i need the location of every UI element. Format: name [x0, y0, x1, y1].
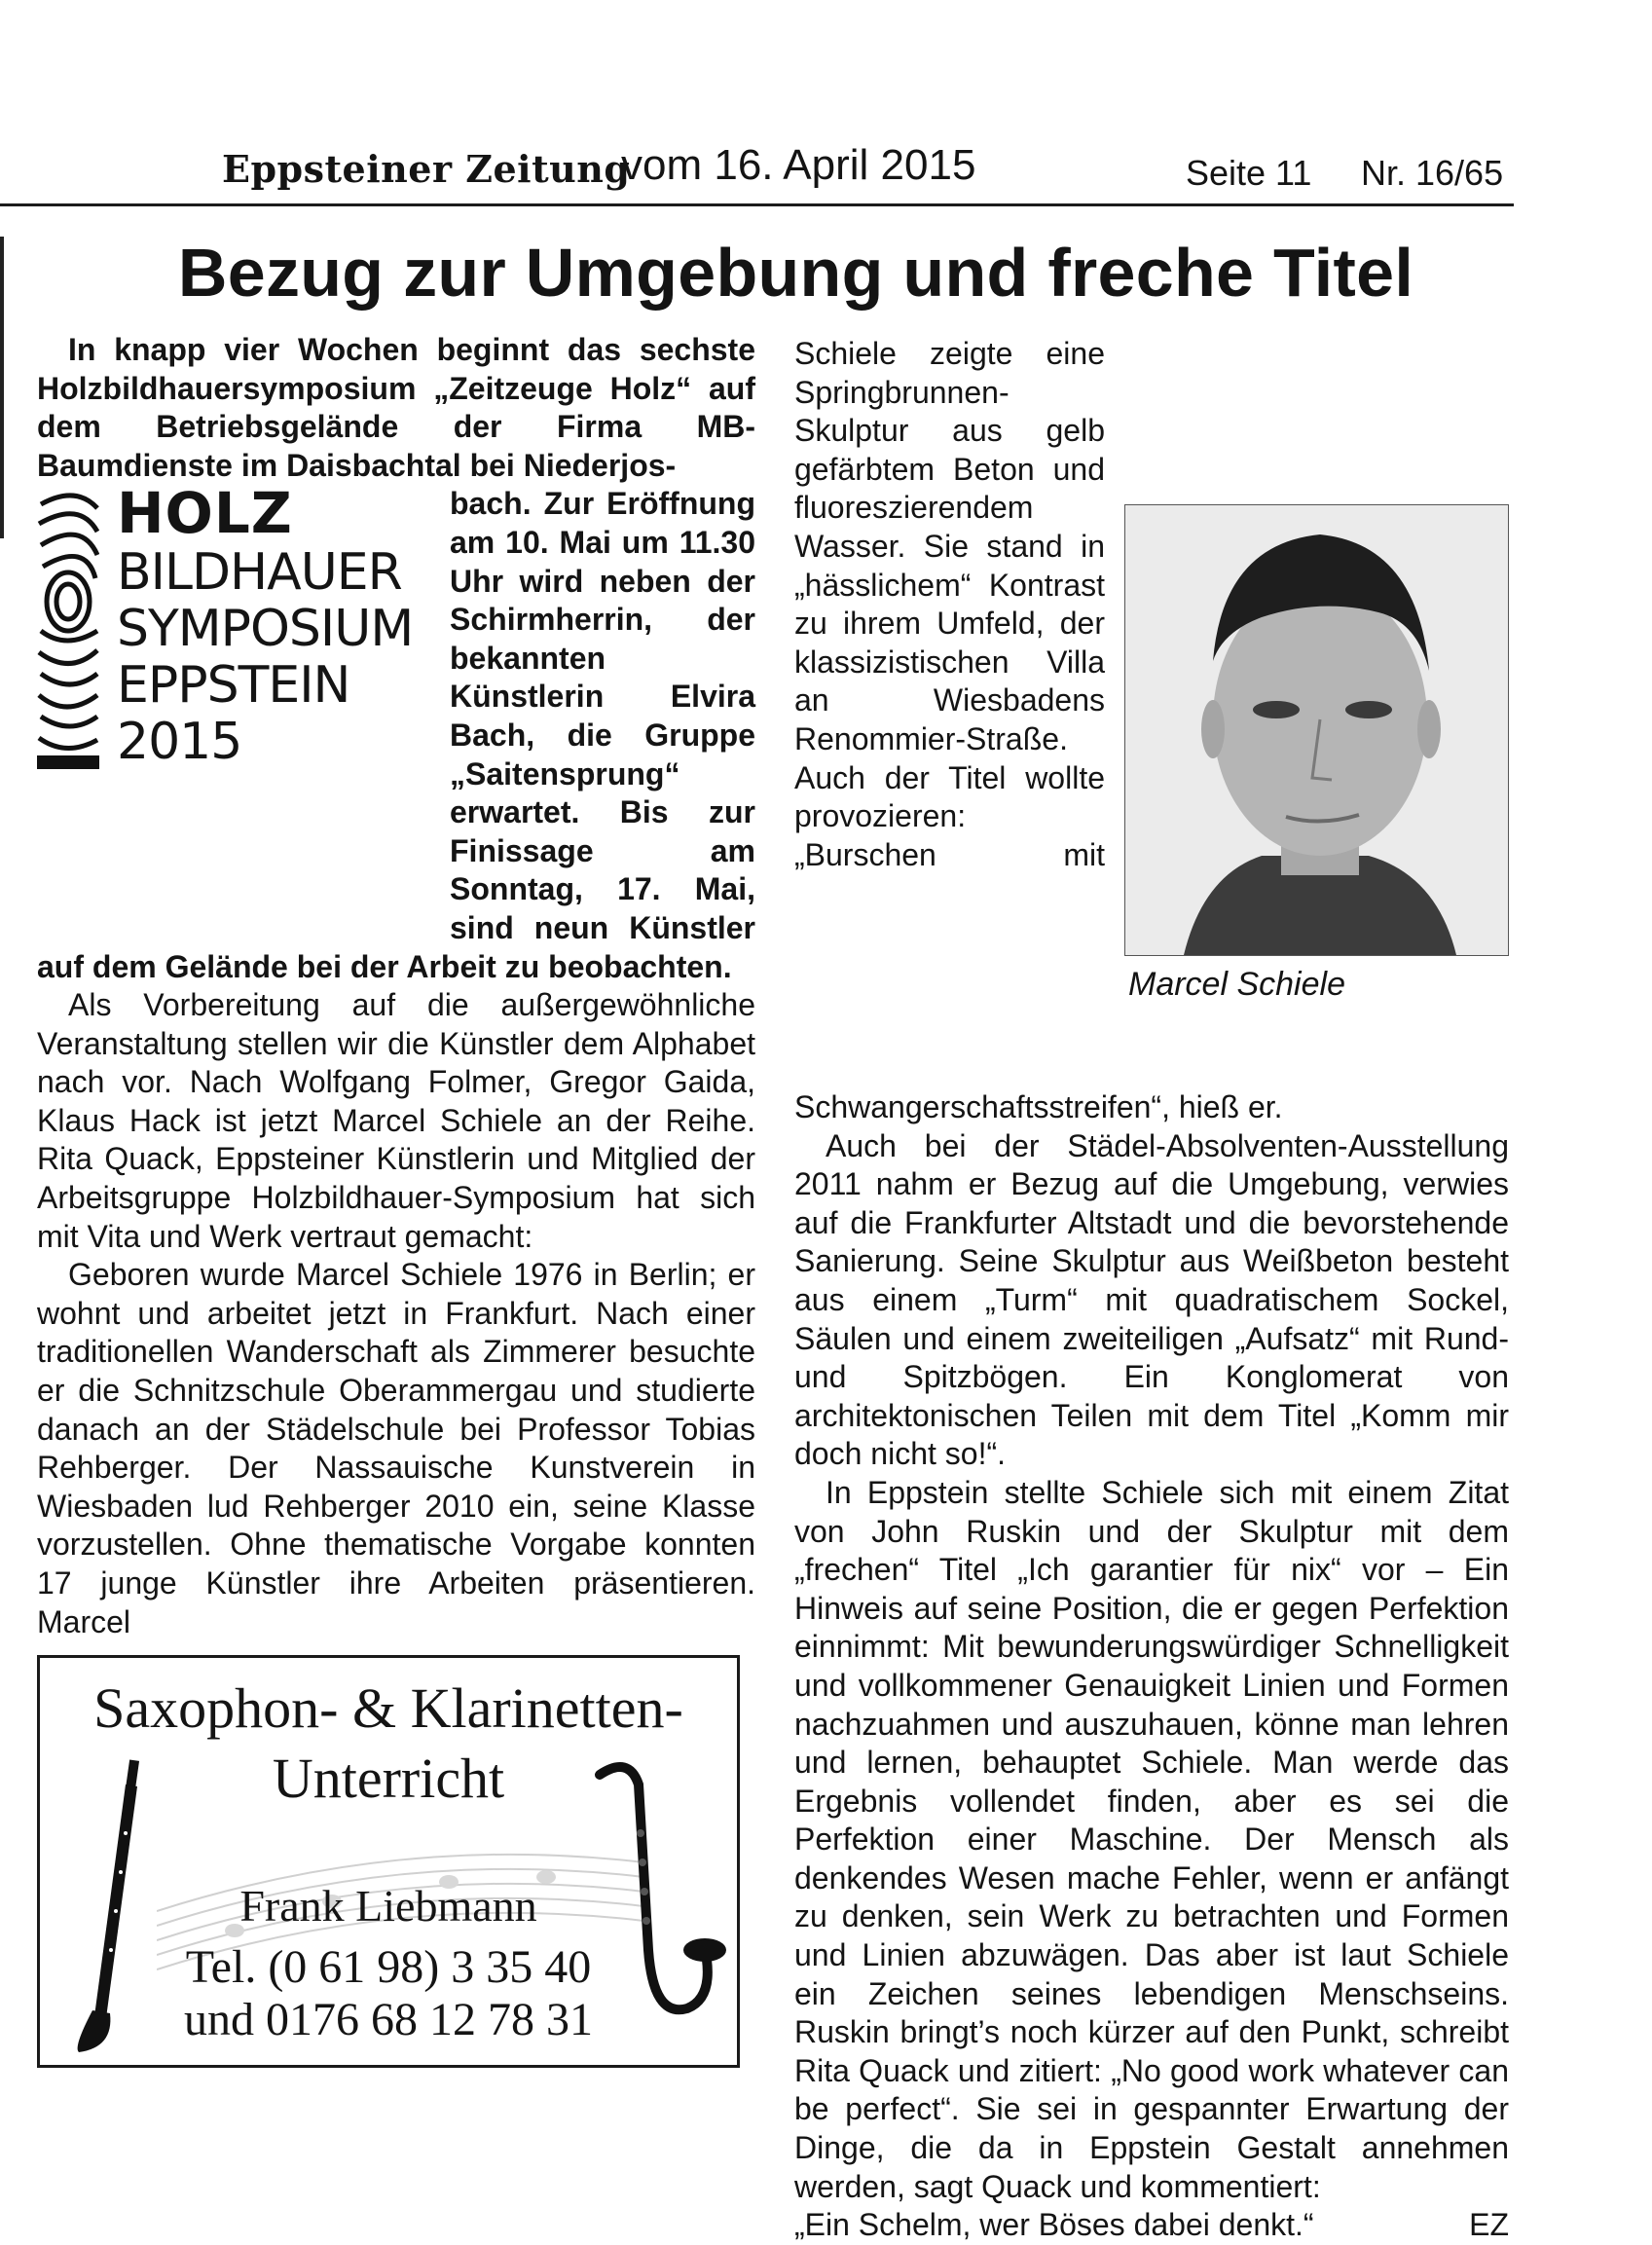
logo-line-year: 2015 — [117, 713, 242, 772]
margin-bar — [0, 237, 4, 538]
logo-line-holz: HOLZ — [117, 480, 293, 547]
page-number: Seite 11 — [1186, 153, 1312, 193]
right-column — [794, 335, 1509, 2245]
body-paragraph: Schiele zeigte eine Springbrunnen-Skulptur aus gelb gefärbtem Beton und fluoreszierendem Wasser. Sie stand in „hässlichem“ Kontrast zu ihrem Umfeld, der klassizistischen Villa an Wiesbadens Renommier-Straße. Auch der Titel wollte provozieren: „Burschen mit Schwangerschaftsstreifen“, hieß er. — [794, 336, 1283, 1124]
ad-title: Saxophon- & Klarinetten- — [93, 1676, 683, 1740]
logo-line-bildhauer: BILDHAUER — [117, 543, 402, 603]
portrait-photo — [1124, 504, 1509, 956]
lead-continuation: bach. Zur Eröffnung am 10. Mai um 11.30 Uhr wird neben der Schirmherrin, der bekannten Künstlerin Elvira Bach, die Gruppe „Saitensprung“ erwartet. Bis zur Finissage am Sonntag, 17. Mai, sind neun Künstler auf dem Gelände bei der Arbeit zu beobachten. — [37, 486, 755, 984]
newspaper-name: Eppsteiner Zeitung — [222, 147, 631, 191]
body-paragraph: In Eppstein stellte Schiele sich mit einem Zitat von John Ruskin und der Skulptur mit dem „frechen“ Titel „Ich garantier für nix“ vor – Ein Hinweis auf seine Position, die er gegen Perfektion einnimmt: Mit bewunderungswürdiger Schnelligkeit und vollkommener Genauigkeit Linien und Formen nachzuahmen und auszuhauen, könne man lehren und lernen, behauptet Schiele. Man werde das Ergebnis vollendet finden, aber es sei die Perfektion einer Maschine. Der Mensch als denkendes Wesen mache Fehler, wenn er anfängt zu denken, sein Werk zu betrachten und Formen und Linien abzuwägen. Das aber ist laut Schiele ein Zeichen seines lebendigen Menschseins. Ruskin bringt’s noch kürzer auf den Punkt, schreibt Rita Quack und zitiert: „No good work whatever can be perfect“. Sie sei in gespannter Erwartung der Dinge, die da in Eppstein Gestalt annehmen werden, sagt Quack und kommentiert: — [794, 1474, 1509, 2204]
logo-line-eppstein: EPPSTEIN — [117, 656, 350, 716]
fingerprint-icon — [37, 485, 99, 769]
ad-phone: Tel. (0 61 98) 3 35 40 — [185, 1941, 592, 1993]
closing-quote: „Ein Schelm, wer Böses dabei denkt.“ — [794, 2207, 1314, 2243]
ad-teacher-name: Frank Liebmann — [239, 1881, 537, 1931]
ad-mobile: und 0176 68 12 78 31 — [184, 1994, 593, 2045]
left-column — [37, 331, 755, 1641]
article-headline: Bezug zur Umgebung und freche Titel — [177, 235, 1414, 311]
issue-date: vom 16. April 2015 — [621, 141, 976, 189]
body-paragraph: Geboren wurde Marcel Schiele 1976 in Berlin; er wohnt und arbeitet jetzt in Frankfurt. Nach einer traditionellen Wanderschaft als Zimmerer besuchte er die Schnitzschule Oberammergau und studierte danach an der Städelschule bei Professor Tobias Rehberger. Der Nassauische Kunstverein in Wiesbaden lud Rehberger 2010 ein, seine Klasse vorzustellen. Ohne thematische Vorgabe konnten 17 junge Künstler ihre Arbeiten präsentieren. Marcel — [37, 1257, 755, 1639]
portrait-figure — [1124, 504, 1509, 1088]
ad-subtitle: Unterricht — [272, 1747, 505, 1810]
author-signature: EZ — [1469, 2207, 1509, 2243]
closing-line — [794, 2206, 1509, 2245]
portrait-image — [1125, 505, 1508, 955]
body-paragraph: Auch bei der Städel-Absolventen-Ausstellung 2011 nahm er Bezug auf die Umgebung, verwies auf die Frankfurter Altstadt und die bevorstehende Sanierung. Seine Skulptur aus Weißbeton besteht aus einem „Turm“ mit quadratischem Sockel, Säulen und einem zweiteiligen „Aufsatz“ mit Rund- und Spitzbögen. Ein Konglomerat von architektonischen Teilen mit dem Titel „Komm mir doch nicht so!“. — [794, 1127, 1509, 1472]
music-lessons-ad — [37, 1655, 740, 2068]
issue-number: Nr. 16/65 — [1361, 153, 1504, 193]
masthead-rule — [0, 203, 1514, 206]
body-paragraph: Als Vorbereitung auf die außergewöhnliche Veranstaltung stellen wir die Künstler dem Alphabet nach vor. Nach Wolfgang Folmer, Gregor Gaida, Klaus Hack ist jetzt Marcel Schiele an der Reihe. Rita Quack, Eppsteiner Künstlerin und Mitglied der Arbeitsgruppe Holzbildhauer-Symposium hat sich mit Vita und Werk vertraut gemacht: — [37, 987, 755, 1254]
lead-intro: In knapp vier Wochen beginnt das sechste Holzbildhauersymposium „Zeitzeuge Holz“ auf dem Betriebsgelände der Firma MB-Baumdienste im Daisbachtal bei Niederjos- — [37, 332, 755, 483]
masthead — [222, 141, 1517, 200]
photo-caption: Marcel Schiele — [1128, 966, 1345, 1003]
symposium-logo — [37, 480, 436, 923]
logo-line-symposium: SYMPOSIUM — [117, 600, 414, 659]
logo-text — [117, 480, 414, 772]
